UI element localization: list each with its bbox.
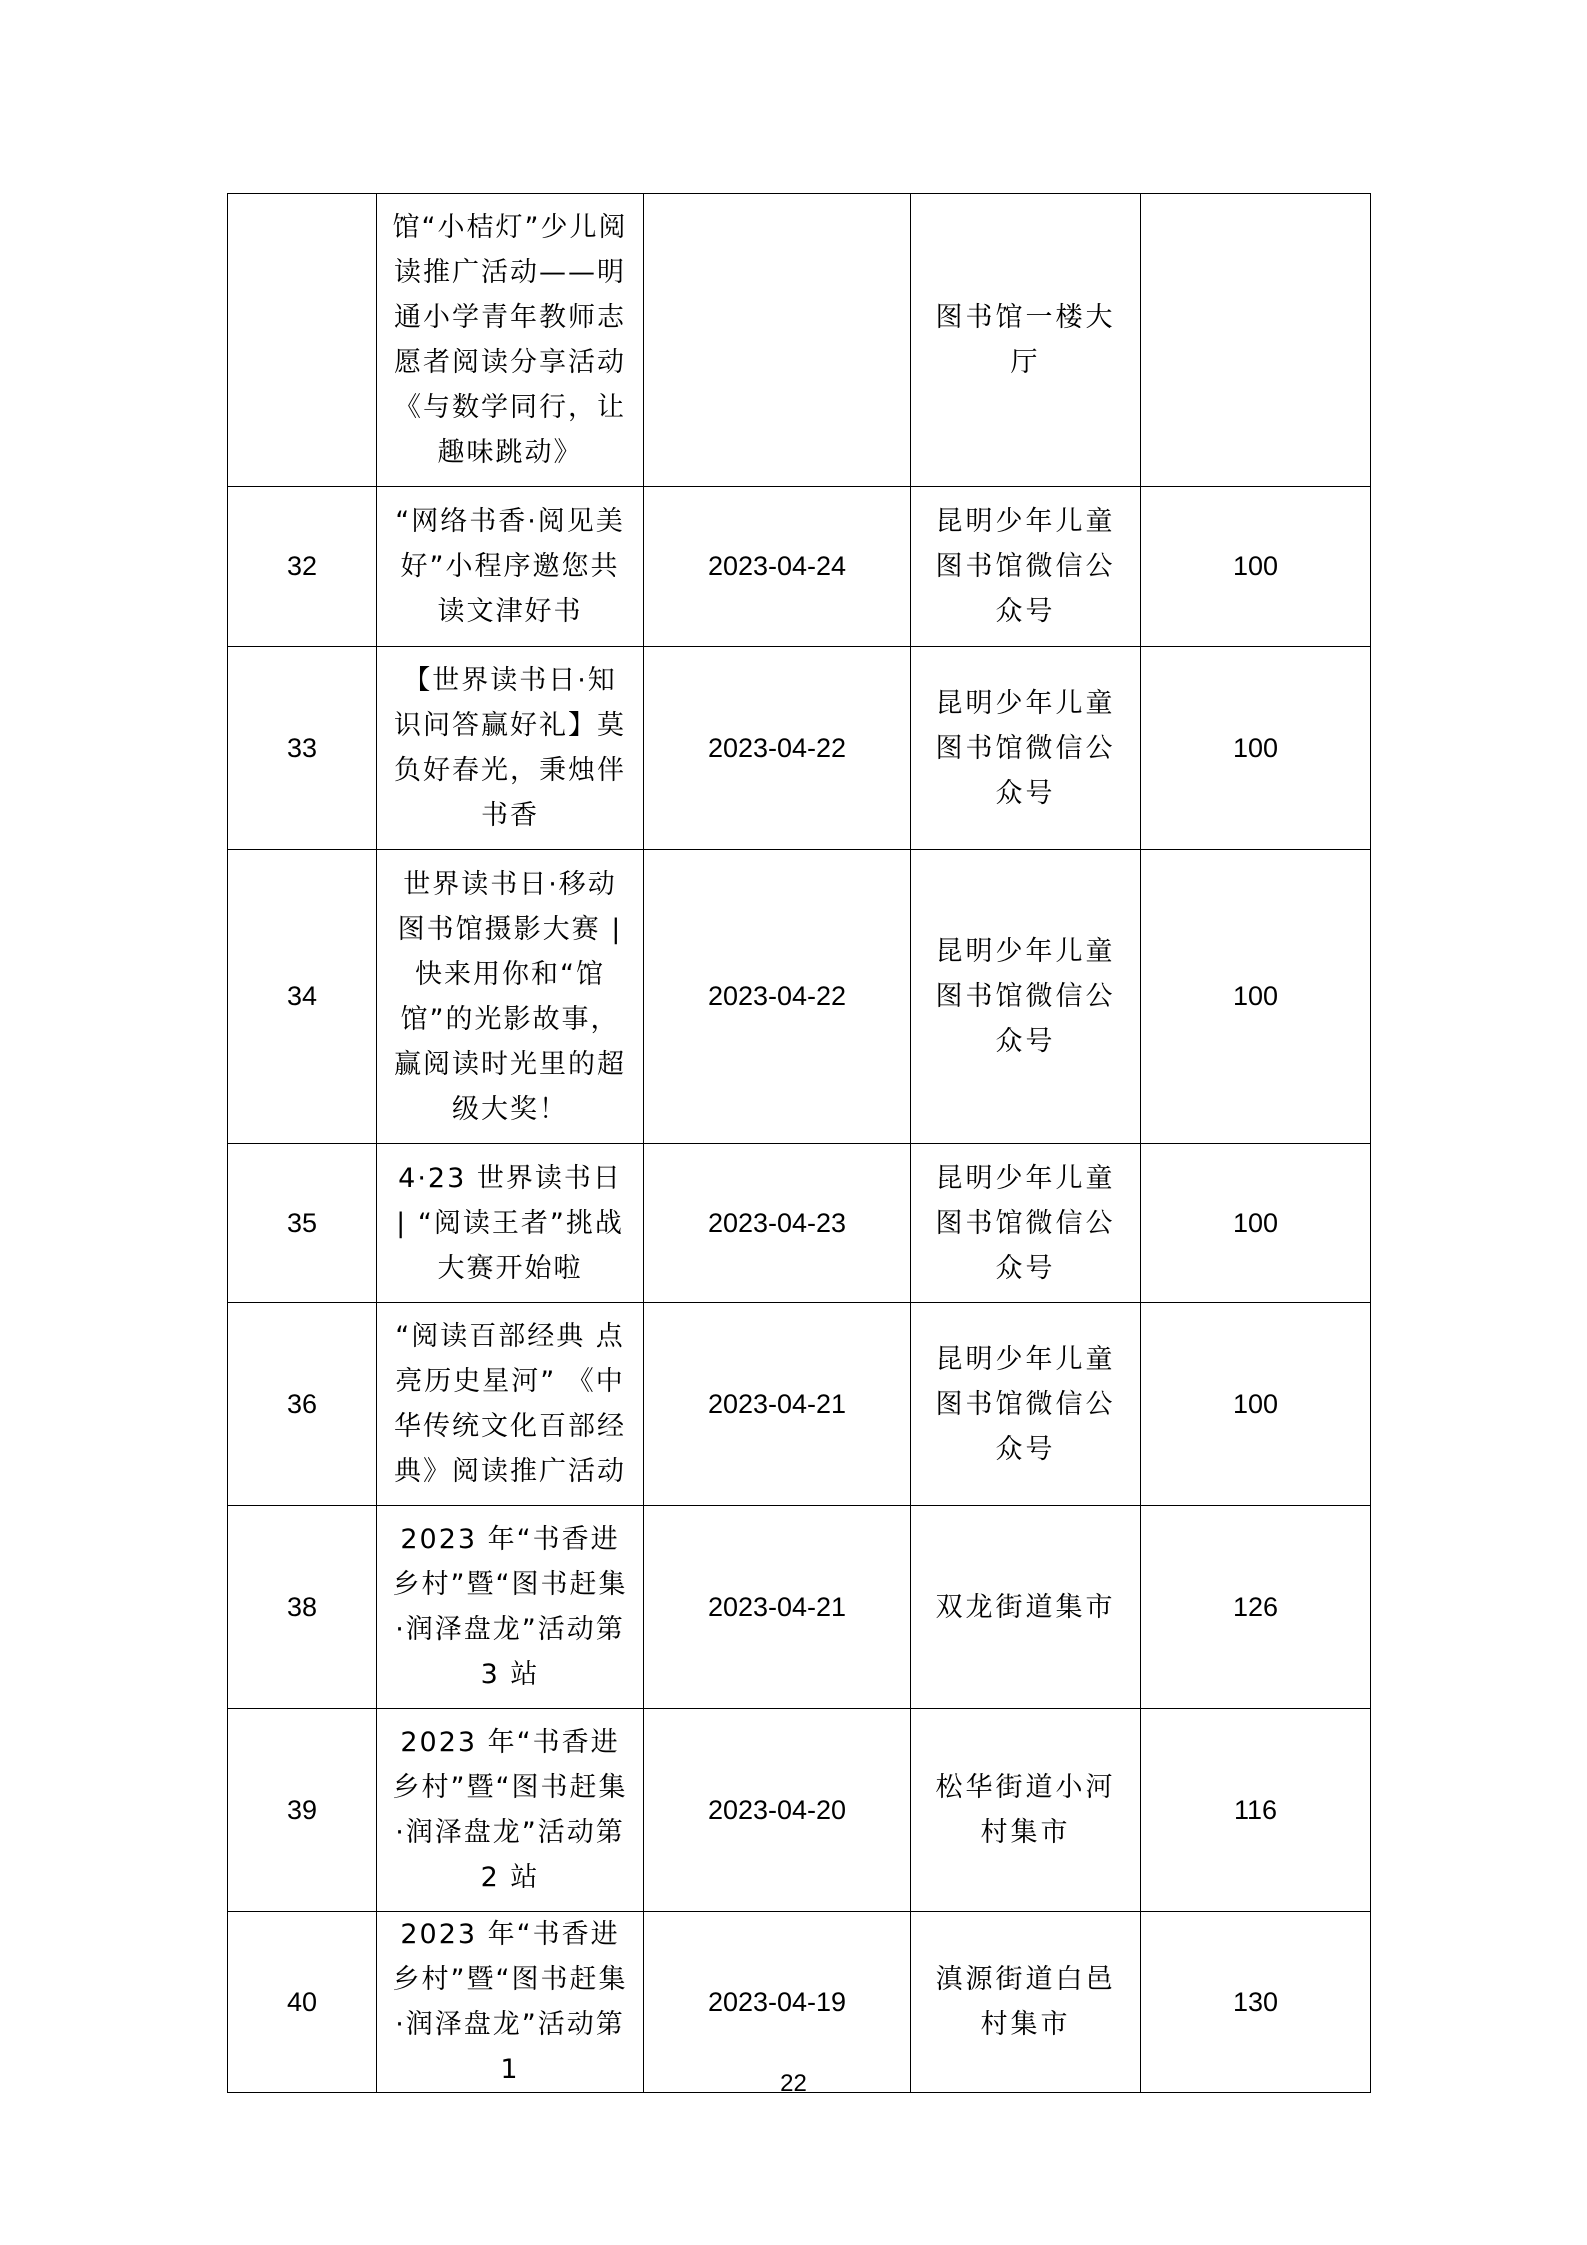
venue-cell: 松华街道小河村集市	[911, 1709, 1141, 1912]
activity-name-cell: 2023 年“书香进乡村”暨“图书赶集·润泽盘龙”活动第 1	[377, 1912, 644, 2093]
table-row	[228, 194, 1371, 487]
table-row	[228, 1709, 1371, 1912]
row-number-cell	[228, 194, 377, 487]
participant-count-cell: 130	[1141, 1912, 1371, 2093]
activity-name-cell: “网络书香·阅见美好”小程序邀您共读文津好书	[377, 487, 644, 647]
row-number-cell: 35	[228, 1144, 377, 1303]
page-number: 22	[780, 2070, 807, 2097]
date-cell: 2023-04-20	[644, 1709, 911, 1912]
date-cell: 2023-04-23	[644, 1144, 911, 1303]
activity-name-cell: 馆“小桔灯”少儿阅读推广活动——明通小学青年教师志愿者阅读分享活动《与数学同行，让趣味跳动》	[377, 194, 644, 487]
participant-count-cell: 126	[1141, 1506, 1371, 1709]
participant-count-cell: 100	[1141, 647, 1371, 850]
row-number-cell: 33	[228, 647, 377, 850]
table-row	[228, 850, 1371, 1144]
venue-cell: 昆明少年儿童图书馆微信公众号	[911, 1303, 1141, 1506]
row-number-cell: 40	[228, 1912, 377, 2093]
activity-name-cell: 2023 年“书香进乡村”暨“图书赶集·润泽盘龙”活动第 2 站	[377, 1709, 644, 1912]
table-row	[228, 1144, 1371, 1303]
participant-count-cell: 100	[1141, 850, 1371, 1144]
table-row	[228, 1303, 1371, 1506]
venue-cell: 滇源街道白邑村集市	[911, 1912, 1141, 2093]
participant-count-cell: 100	[1141, 487, 1371, 647]
date-cell: 2023-04-22	[644, 850, 911, 1144]
participant-count-cell: 116	[1141, 1709, 1371, 1912]
table-row	[228, 647, 1371, 850]
participant-count-cell: 100	[1141, 1303, 1371, 1506]
table-row	[228, 1506, 1371, 1709]
venue-cell: 昆明少年儿童图书馆微信公众号	[911, 850, 1141, 1144]
venue-cell: 昆明少年儿童图书馆微信公众号	[911, 647, 1141, 850]
participant-count-cell	[1141, 194, 1371, 487]
row-number-cell: 38	[228, 1506, 377, 1709]
date-cell: 2023-04-21	[644, 1303, 911, 1506]
activity-name-cell: 世界读书日·移动图书馆摄影大赛 | 快来用你和“馆馆”的光影故事，赢阅读时光里的超级大奖！	[377, 850, 644, 1144]
row-number-cell: 34	[228, 850, 377, 1144]
row-number-cell: 36	[228, 1303, 377, 1506]
activity-table	[227, 193, 1371, 2093]
date-cell: 2023-04-21	[644, 1506, 911, 1709]
venue-cell: 双龙街道集市	[911, 1506, 1141, 1709]
table-row	[228, 487, 1371, 647]
participant-count-cell: 100	[1141, 1144, 1371, 1303]
date-cell: 2023-04-22	[644, 647, 911, 850]
table-row	[228, 1912, 1371, 2093]
venue-cell: 图书馆一楼大厅	[911, 194, 1141, 487]
activity-name-cell: 4·23 世界读书日 | “阅读王者”挑战大赛开始啦	[377, 1144, 644, 1303]
row-number-cell: 39	[228, 1709, 377, 1912]
activity-name-cell: “阅读百部经典 点亮历史星河” 《中华传统文化百部经典》阅读推广活动	[377, 1303, 644, 1506]
date-cell: 2023-04-19	[644, 1912, 911, 2093]
activity-name-cell: 【世界读书日·知识问答赢好礼】莫负好春光，秉烛伴书香	[377, 647, 644, 850]
row-number-cell: 32	[228, 487, 377, 647]
date-cell	[644, 194, 911, 487]
activity-name-cell: 2023 年“书香进乡村”暨“图书赶集·润泽盘龙”活动第 3 站	[377, 1506, 644, 1709]
venue-cell: 昆明少年儿童图书馆微信公众号	[911, 487, 1141, 647]
venue-cell: 昆明少年儿童图书馆微信公众号	[911, 1144, 1141, 1303]
date-cell: 2023-04-24	[644, 487, 911, 647]
